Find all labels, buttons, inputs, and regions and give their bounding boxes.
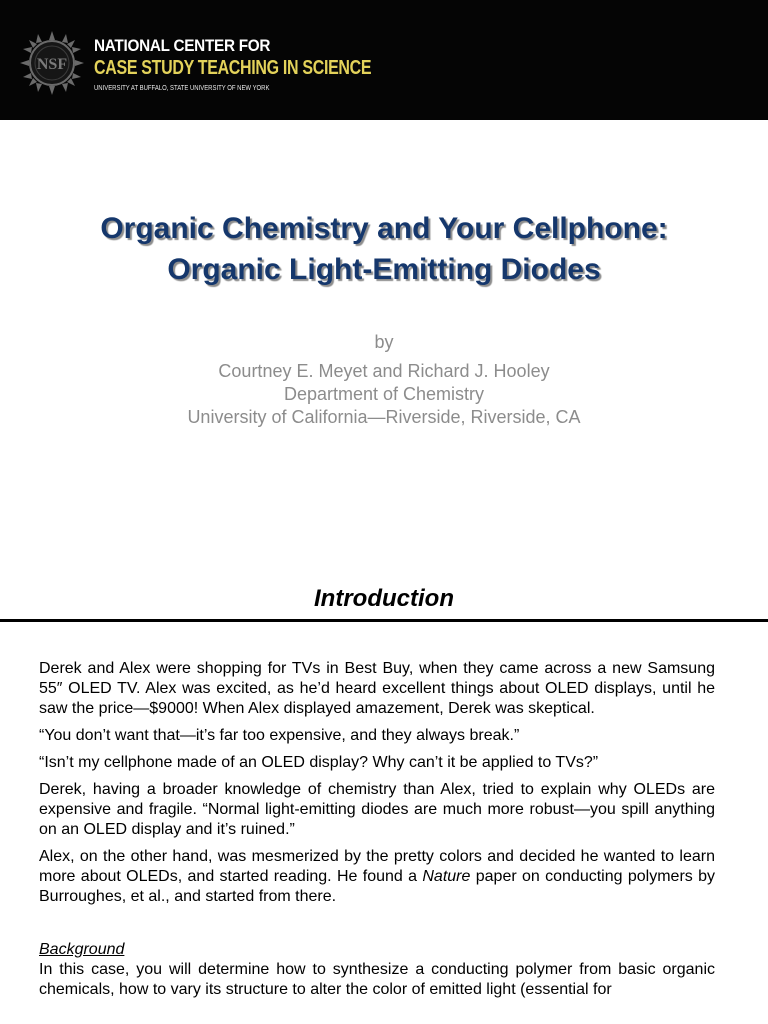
paragraph [39, 847, 715, 907]
case-title-line2: Organic Light-Emitting Diodes [167, 253, 601, 286]
background-heading: Background [39, 941, 125, 958]
byline-by: by [374, 332, 394, 352]
paragraph: Derek, having a broader knowledge of chemistry than Alex, tried to explain why OLEDs are expensive and fragile. “Normal light-emitting diodes are much more robust—you spill anything on an OLED display and it’s ruined.” [39, 781, 715, 838]
byline-university: University of California—Riverside, Riverside, CA [187, 407, 581, 427]
section-heading-introduction: Introduction [314, 585, 454, 612]
section-divider [0, 619, 768, 622]
paragraph-text: Alex, on the other hand, was mesmerized by the pretty colors and decided he wanted to learn more about OLEDs, and started reading. He found a [39, 848, 715, 885]
paragraph: “You don’t want that—it’s far too expensive, and they always break.” [39, 727, 520, 744]
case-title [0, 208, 768, 290]
org-name-line2: CASE STUDY TEACHING IN SCIENCE [94, 57, 372, 79]
journal-name: Nature [422, 868, 471, 885]
header-banner [0, 0, 768, 120]
paragraph: In this case, you will determine how to synthesize a conducting polymer from basic organic chemicals, how to vary its structure to alter the color of emitted light (essential for [39, 961, 715, 998]
byline-department: Department of Chemistry [283, 384, 485, 404]
seal-logo-text: NSF [36, 56, 68, 73]
org-affiliation: UNIVERSITY AT BUFFALO, STATE UNIVERSITY OF NEW YORK [94, 85, 270, 92]
body-text [39, 659, 715, 1007]
nsf-seal-icon [20, 31, 84, 95]
case-title-line1: Organic Chemistry and Your Cellphone: [100, 212, 668, 245]
paragraph-text: paper on conducting polymers by Burroughes, et al., and started from there. [39, 868, 716, 905]
byline-authors: Courtney E. Meyet and Richard J. Hooley [218, 361, 550, 381]
paragraph: Derek and Alex were shopping for TVs in Best Buy, when they came across a new Samsung 55″ OLED TV. Alex was excited, as he’d heard excellent things about OLED displays, until he saw the price—$9000! When Alex displayed amazement, Derek was skeptical. [39, 660, 715, 717]
byline [0, 331, 768, 429]
paragraph: “Isn’t my cellphone made of an OLED display? Why can’t it be applied to TVs?” [39, 754, 599, 771]
org-name-line1: NATIONAL CENTER FOR [94, 36, 271, 55]
